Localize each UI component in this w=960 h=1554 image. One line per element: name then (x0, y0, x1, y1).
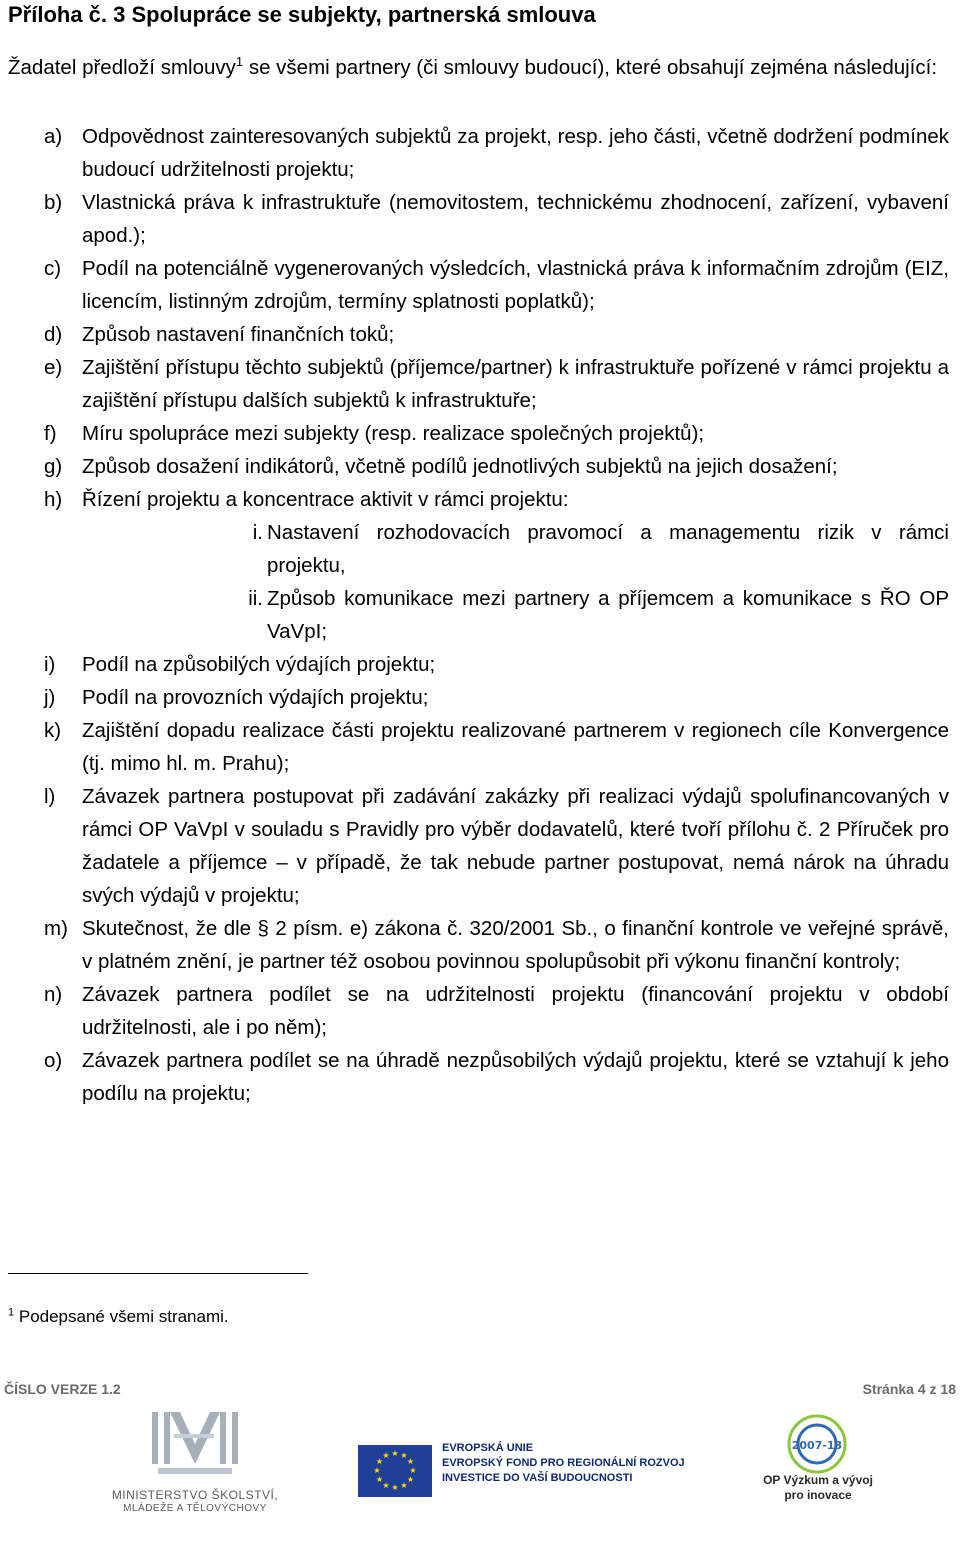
svg-text:★: ★ (391, 1483, 399, 1492)
svg-text:★: ★ (382, 1451, 390, 1460)
msmt-logo (100, 1408, 290, 1548)
item-text: Způsob nastavení finančních toků; (82, 323, 395, 346)
intro-paragraph (8, 52, 948, 84)
version-label: ČÍSLO VERZE 1.2 (4, 1381, 121, 1397)
list-item-j (44, 681, 949, 714)
op-years: 2007-13 (791, 1439, 843, 1452)
list-item-k (44, 714, 949, 780)
requirements-list (44, 120, 949, 1110)
list-item-n (44, 978, 949, 1044)
item-marker: b) (44, 191, 63, 214)
svg-text:★: ★ (375, 1457, 384, 1466)
svg-text:★: ★ (373, 1466, 381, 1475)
item-text: Odpovědnost zainteresovaných subjektů za projekt, resp. jeho části, včetně dodržení podmínek budoucí udržitelnosti projektu; (82, 125, 949, 181)
item-text: Podíl na potenciálně vygenerovaných výsledcích, vlastnická práva k informačním zdrojům (EIZ, licencím, listinným zdrojům, termíny splatnosti poplatků); (82, 257, 949, 313)
item-text: Způsob dosažení indikátorů, včetně podílů jednotlivých subjektů na jejich dosažení; (82, 455, 838, 478)
svg-text:★: ★ (400, 1451, 408, 1460)
footnote-number: 1 (8, 1306, 15, 1319)
sub-item-text: Nastavení rozhodovacích pravomocí a managementu rizik v rámci projektu, (267, 521, 949, 577)
list-item-e (44, 351, 949, 417)
list-item-a (44, 120, 949, 186)
item-marker: c) (44, 257, 62, 280)
list-item-d (44, 318, 949, 351)
item-marker: d) (44, 323, 63, 346)
item-text: Zajištění dopadu realizace části projektu realizované partnerem v regionech cíle Konvergence (tj. mimo hl. m. Prahu); (82, 719, 949, 775)
eu-text (442, 1441, 685, 1486)
list-item-o (44, 1044, 949, 1110)
item-marker: f) (44, 422, 57, 445)
svg-text:★: ★ (382, 1481, 390, 1490)
sub-item-text: Způsob komunikace mezi partnery a příjemcem a komunikace s ŘO OP VaVpI; (267, 587, 949, 643)
list-item-m (44, 912, 949, 978)
page-heading: Příloha č. 3 Spolupráce se subjekty, partnerská smlouva (8, 2, 596, 27)
op-line-1: OP Výzkum a vývoj (763, 1473, 873, 1487)
item-marker: o) (44, 1049, 63, 1072)
item-marker: g) (44, 455, 63, 478)
sub-item-ii (229, 582, 949, 648)
eu-line: EVROPSKÁ UNIE (442, 1442, 534, 1454)
svg-text:★: ★ (375, 1475, 384, 1484)
footnote-separator (8, 1273, 308, 1274)
item-marker: k) (44, 719, 62, 742)
msmt-subtitle: MLÁDEŽE A TĚLOVÝCHOVY (123, 1503, 267, 1514)
item-marker: h) (44, 488, 63, 511)
item-marker: n) (44, 983, 63, 1006)
item-text: Zajištění přístupu těchto subjektů (příjemce/partner) k infrastruktuře pořízené v rámci projektu a zajištění přístupu dalších subjektů k infrastruktuře; (82, 356, 949, 412)
intro-text-after: se všemi partnery (či smlouvy budoucí), které obsahují zejména následující: (243, 56, 938, 79)
svg-text:★: ★ (409, 1466, 417, 1475)
page-number: Stránka 4 z 18 (862, 1381, 956, 1397)
item-marker: a) (44, 125, 63, 148)
footnote (8, 1306, 229, 1328)
item-marker: j) (44, 686, 56, 709)
item-text: Míru spolupráce mezi subjekty (resp. realizace společných projektů); (82, 422, 705, 445)
item-text: Závazek partnera podílet se na udržitelnosti projektu (financování projektu v období udržitelnosti, ale i po něm); (82, 983, 949, 1039)
eu-flag-icon (358, 1445, 432, 1497)
svg-text:★: ★ (391, 1449, 399, 1458)
sub-list (82, 516, 949, 648)
list-item-b (44, 186, 949, 252)
list-item-f (44, 417, 949, 450)
item-text: Závazek partnera postupovat při zadávání zakázky při realizaci výdajů spolufinancovaných v rámci OP VaVpI v souladu s Pravidly pro výběr dodavatelů, které tvoří přílohu č. 2 Příruček pro žadatele a příjemce – v případě, že tak nebude partner postupovat, nemá nárok na úhradu svých výdajů v projektu; (82, 785, 949, 907)
list-item-i (44, 648, 949, 681)
item-text: Podíl na provozních výdajích projektu; (82, 686, 429, 709)
svg-text:★: ★ (406, 1457, 415, 1466)
item-marker: m) (44, 917, 68, 940)
svg-text:★: ★ (406, 1475, 415, 1484)
item-text: Závazek partnera podílet se na úhradě nezpůsobilých výdajů projektu, které se vztahují k jeho podílu na projektu; (82, 1049, 949, 1105)
msmt-name: MINISTERSTVO ŠKOLSTVÍ, (111, 1488, 279, 1502)
eu-line: INVESTICE DO VAŠÍ BUDOUCNOSTI (442, 1472, 633, 1484)
sub-item-i (229, 516, 949, 582)
list-item-l (44, 780, 949, 912)
item-text: Skutečnost, že dle § 2 písm. e) zákona č. 320/2001 Sb., o finanční kontrole ve veřejné správě, v platném znění, je partner též osobou povinnou spolupůsobit při výkonu finanční kontroly; (82, 917, 949, 973)
item-marker: l) (44, 785, 56, 808)
eu-line: EVROPSKÝ FOND PRO REGIONÁLNÍ ROZVOJ (442, 1457, 685, 1469)
svg-text:★: ★ (400, 1481, 408, 1490)
item-text: Řízení projektu a koncentrace aktivit v rámci projektu: (82, 488, 569, 511)
list-item-h (44, 483, 949, 648)
item-text: Podíl na způsobilých výdajích projektu; (82, 653, 436, 676)
item-text: Vlastnická práva k infrastruktuře (nemovitostem, technickému zhodnocení, zařízení, vybavení apod.); (82, 191, 949, 247)
item-marker: e) (44, 356, 63, 379)
intro-text-before: Žadatel předloží smlouvy (8, 56, 236, 79)
sub-item-marker: i. (252, 521, 263, 544)
footnote-ref: 1 (235, 54, 244, 70)
list-item-c (44, 252, 949, 318)
item-marker: i) (44, 653, 56, 676)
sub-item-marker: ii. (248, 587, 263, 610)
list-item-g (44, 450, 949, 483)
op-text (738, 1473, 898, 1503)
op-line-2: pro inovace (784, 1488, 852, 1502)
footnote-text: Podepsané všemi stranami. (18, 1307, 229, 1326)
